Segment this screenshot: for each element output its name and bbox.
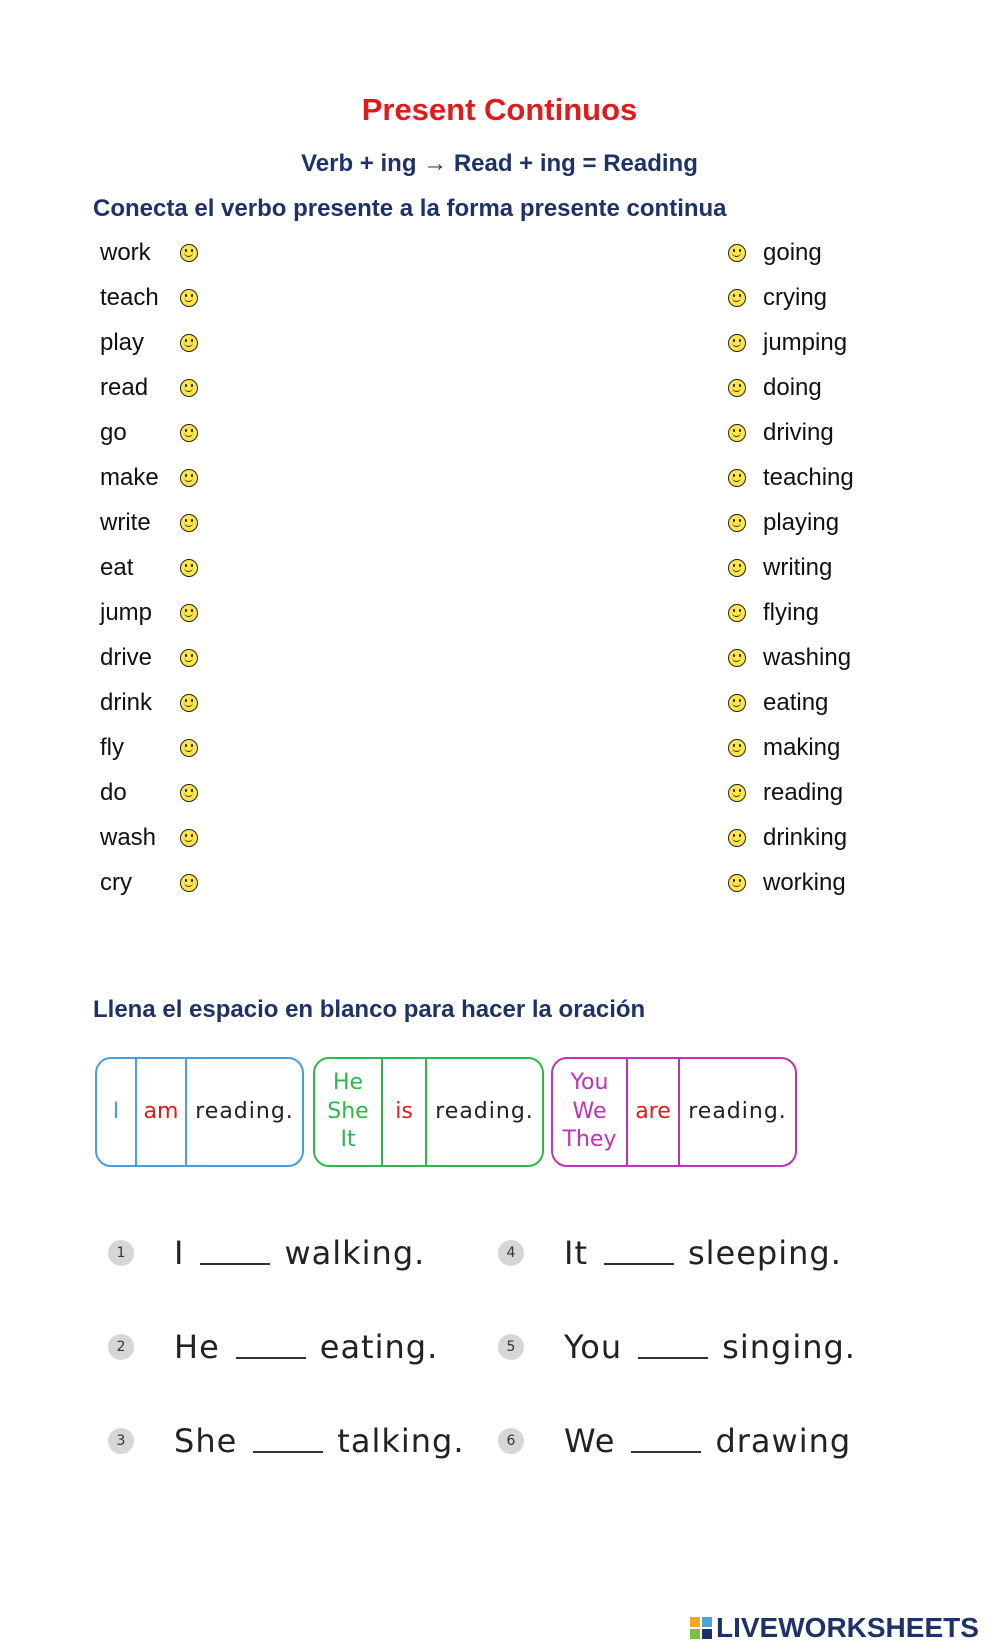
smiley-connector-icon[interactable] bbox=[180, 469, 198, 487]
exercise-subject: You bbox=[564, 1328, 623, 1366]
left-verb-row bbox=[100, 776, 198, 810]
exercise-subject: He bbox=[174, 1328, 220, 1366]
right-verb: making bbox=[763, 734, 841, 761]
right-verb-row bbox=[728, 506, 839, 540]
answer-blank[interactable] bbox=[638, 1335, 708, 1359]
smiley-connector-icon[interactable] bbox=[180, 289, 198, 307]
smiley-connector-icon[interactable] bbox=[728, 469, 746, 487]
left-verb-row bbox=[100, 731, 198, 765]
right-verb-row bbox=[728, 866, 846, 900]
right-verb: flying bbox=[763, 599, 820, 626]
formula-subtitle: Verb + ing → Read + ing = Reading bbox=[301, 150, 698, 177]
pronoun-box bbox=[95, 1057, 304, 1167]
smiley-connector-icon[interactable] bbox=[728, 289, 746, 307]
answer-blank[interactable] bbox=[236, 1335, 306, 1359]
right-verb-row bbox=[728, 461, 854, 495]
smiley-connector-icon[interactable] bbox=[728, 829, 746, 847]
subject-pronoun: You bbox=[570, 1070, 609, 1096]
right-verb: driving bbox=[763, 419, 834, 446]
exercise-number: 1 bbox=[108, 1240, 134, 1266]
pronoun-box bbox=[313, 1057, 544, 1167]
subject-pronoun: We bbox=[572, 1098, 607, 1124]
smiley-connector-icon[interactable] bbox=[728, 784, 746, 802]
smiley-connector-icon[interactable] bbox=[180, 784, 198, 802]
exercise-item bbox=[498, 1416, 851, 1466]
example-word: reading. bbox=[688, 1098, 787, 1124]
smiley-connector-icon[interactable] bbox=[728, 334, 746, 352]
right-verb: drinking bbox=[763, 824, 848, 851]
right-verb-row bbox=[728, 686, 828, 720]
subject-cell bbox=[315, 1059, 383, 1165]
smiley-connector-icon[interactable] bbox=[180, 694, 198, 712]
smiley-connector-icon[interactable] bbox=[180, 829, 198, 847]
matching-instruction: Conecta el verbo presente a la forma presente continua bbox=[93, 195, 727, 222]
exercise-item bbox=[108, 1322, 438, 1372]
left-verb-row bbox=[100, 686, 198, 720]
answer-blank[interactable] bbox=[253, 1429, 323, 1453]
left-verb: read bbox=[100, 374, 149, 401]
exercise-item bbox=[498, 1228, 842, 1278]
right-verb: washing bbox=[763, 644, 852, 671]
left-verb: work bbox=[100, 239, 151, 266]
smiley-connector-icon[interactable] bbox=[180, 649, 198, 667]
smiley-connector-icon[interactable] bbox=[180, 604, 198, 622]
right-verb: writing bbox=[763, 554, 833, 581]
left-verb-row bbox=[100, 236, 198, 270]
exercise-ending: sleeping. bbox=[687, 1234, 842, 1272]
answer-blank[interactable] bbox=[631, 1429, 701, 1453]
subject-pronoun: He bbox=[332, 1070, 364, 1096]
smiley-connector-icon[interactable] bbox=[728, 424, 746, 442]
left-verb: cry bbox=[100, 869, 132, 896]
subject-cell bbox=[97, 1059, 137, 1165]
right-verb: reading bbox=[763, 779, 844, 806]
right-verb-row bbox=[728, 326, 847, 360]
right-verb-row bbox=[728, 281, 827, 315]
exercise-number: 2 bbox=[108, 1334, 134, 1360]
right-verb-row bbox=[728, 821, 847, 855]
smiley-connector-icon[interactable] bbox=[728, 694, 746, 712]
right-verb: teaching bbox=[763, 464, 854, 491]
smiley-connector-icon[interactable] bbox=[728, 559, 746, 577]
example-cell bbox=[680, 1059, 795, 1165]
left-verb-row bbox=[100, 371, 198, 405]
exercise-item bbox=[108, 1416, 465, 1466]
smiley-connector-icon[interactable] bbox=[180, 514, 198, 532]
be-verb: is bbox=[395, 1098, 413, 1124]
smiley-connector-icon[interactable] bbox=[180, 874, 198, 892]
exercise-number: 4 bbox=[498, 1240, 524, 1266]
example-cell bbox=[427, 1059, 542, 1165]
left-verb-row bbox=[100, 551, 198, 585]
smiley-connector-icon[interactable] bbox=[180, 379, 198, 397]
subject-pronoun: She bbox=[327, 1098, 369, 1124]
left-verb: eat bbox=[100, 554, 134, 581]
smiley-connector-icon[interactable] bbox=[728, 514, 746, 532]
smiley-connector-icon[interactable] bbox=[728, 379, 746, 397]
pronoun-box bbox=[551, 1057, 797, 1167]
exercise-subject: She bbox=[174, 1422, 238, 1460]
example-word: reading. bbox=[195, 1098, 294, 1124]
right-verb: working bbox=[763, 869, 846, 896]
right-verb: going bbox=[763, 239, 822, 266]
be-verb: am bbox=[143, 1098, 179, 1124]
left-verb: fly bbox=[100, 734, 124, 761]
left-verb: teach bbox=[100, 284, 159, 311]
smiley-connector-icon[interactable] bbox=[728, 604, 746, 622]
smiley-connector-icon[interactable] bbox=[180, 739, 198, 757]
left-verb: go bbox=[100, 419, 127, 446]
fill-blank-instruction: Llena el espacio en blanco para hacer la oración bbox=[93, 996, 646, 1023]
verb-cell bbox=[383, 1059, 427, 1165]
right-verb-row bbox=[728, 416, 834, 450]
right-verb-row bbox=[728, 596, 819, 630]
answer-blank[interactable] bbox=[200, 1241, 270, 1265]
right-verb-row bbox=[728, 236, 822, 270]
right-verb: doing bbox=[763, 374, 822, 401]
smiley-connector-icon[interactable] bbox=[180, 334, 198, 352]
left-verb: make bbox=[100, 464, 159, 491]
right-verb-row bbox=[728, 776, 843, 810]
exercise-ending: talking. bbox=[337, 1422, 465, 1460]
right-verb: crying bbox=[763, 284, 828, 311]
smiley-connector-icon[interactable] bbox=[728, 649, 746, 667]
right-verb: playing bbox=[763, 509, 840, 536]
left-verb-row bbox=[100, 461, 198, 495]
left-verb: write bbox=[100, 509, 151, 536]
verb-cell bbox=[137, 1059, 187, 1165]
exercise-number: 3 bbox=[108, 1428, 134, 1454]
right-verb-row bbox=[728, 731, 840, 765]
subject-pronoun: They bbox=[562, 1127, 617, 1153]
right-verb-row bbox=[728, 551, 832, 585]
smiley-connector-icon[interactable] bbox=[728, 244, 746, 262]
page-title: Present Continuos bbox=[361, 92, 638, 127]
exercise-number: 6 bbox=[498, 1428, 524, 1454]
left-verb-row bbox=[100, 506, 198, 540]
exercise-number: 5 bbox=[498, 1334, 524, 1360]
right-verb: jumping bbox=[763, 329, 848, 356]
left-verb: drive bbox=[100, 644, 153, 671]
left-verb-row bbox=[100, 416, 198, 450]
answer-blank[interactable] bbox=[604, 1241, 674, 1265]
smiley-connector-icon[interactable] bbox=[180, 244, 198, 262]
left-verb-row bbox=[100, 281, 198, 315]
smiley-connector-icon[interactable] bbox=[728, 739, 746, 757]
left-verb-row bbox=[100, 821, 198, 855]
right-verb-row bbox=[728, 641, 851, 675]
left-verb-row bbox=[100, 866, 198, 900]
exercise-subject: We bbox=[564, 1422, 616, 1460]
be-verb: are bbox=[635, 1098, 671, 1124]
left-verb: drink bbox=[100, 689, 153, 716]
smiley-connector-icon[interactable] bbox=[728, 874, 746, 892]
exercise-ending: singing. bbox=[722, 1328, 856, 1366]
left-verb: play bbox=[100, 329, 145, 356]
subject-pronoun: It bbox=[340, 1127, 356, 1153]
logo-text: LIVEWORKSHEETS bbox=[716, 1612, 979, 1643]
subject-cell bbox=[553, 1059, 628, 1165]
left-verb: wash bbox=[100, 824, 157, 851]
smiley-connector-icon[interactable] bbox=[180, 424, 198, 442]
example-word: reading. bbox=[435, 1098, 534, 1124]
exercise-subject: I bbox=[174, 1234, 185, 1272]
left-verb-row bbox=[100, 641, 198, 675]
left-verb-row bbox=[100, 596, 198, 630]
exercise-subject: It bbox=[564, 1234, 588, 1272]
exercise-item bbox=[498, 1322, 856, 1372]
left-verb-row bbox=[100, 326, 198, 360]
logo-mark-icon bbox=[690, 1617, 712, 1639]
exercise-ending: eating. bbox=[319, 1328, 439, 1366]
verb-cell bbox=[628, 1059, 680, 1165]
example-cell bbox=[187, 1059, 302, 1165]
right-verb: eating bbox=[763, 689, 829, 716]
left-verb: jump bbox=[100, 599, 153, 626]
left-verb: do bbox=[100, 779, 127, 806]
subject-pronoun: I bbox=[112, 1098, 120, 1124]
smiley-connector-icon[interactable] bbox=[180, 559, 198, 577]
exercise-item bbox=[108, 1228, 425, 1278]
exercise-ending: walking. bbox=[284, 1234, 426, 1272]
right-verb-row bbox=[728, 371, 822, 405]
exercise-ending: drawing bbox=[715, 1422, 852, 1460]
liveworksheets-logo bbox=[690, 1612, 990, 1644]
